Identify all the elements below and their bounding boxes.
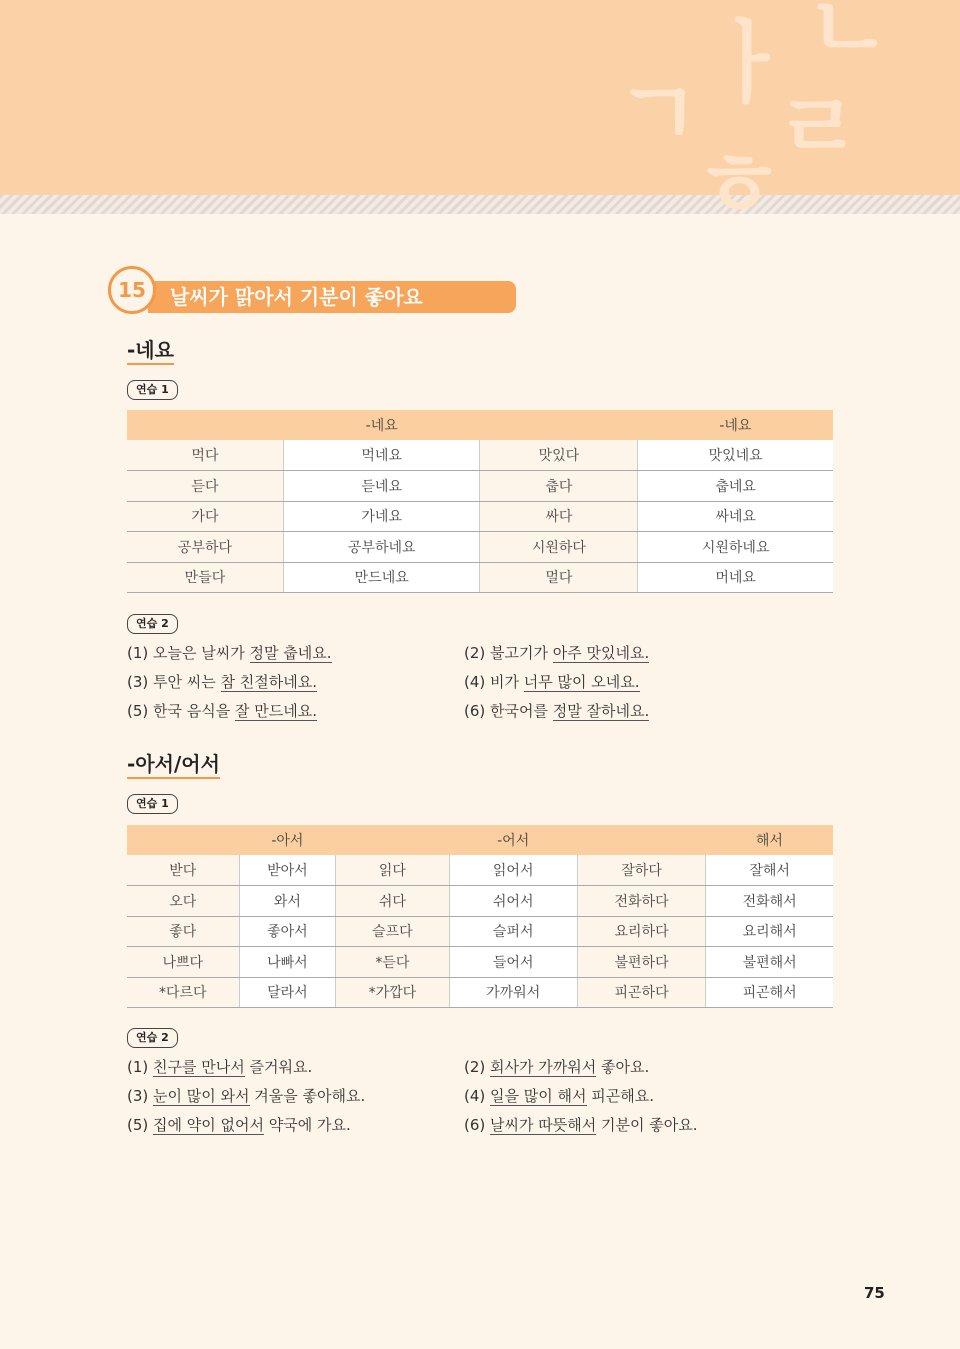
sentence-number: (2) xyxy=(464,1058,486,1076)
column-header: -네요 xyxy=(638,410,833,440)
section-heading: -네요 xyxy=(127,338,174,365)
sentence-text: 투안 씨는 xyxy=(153,673,221,691)
table-cell: 먹다 xyxy=(127,440,283,471)
table-cell: 달라서 xyxy=(239,977,336,1008)
column-header: -네요 xyxy=(283,410,480,440)
deco-letter: ㅏ xyxy=(705,11,792,116)
sentence-number: (4) xyxy=(464,673,486,691)
example-sentence xyxy=(464,700,649,721)
deco-letter: ㄴ xyxy=(805,0,892,81)
sentence-number: (6) xyxy=(464,1116,486,1134)
table-header-row xyxy=(127,410,833,440)
table-cell: 만들다 xyxy=(127,562,283,593)
underlined-answer: 아주 맛있네요. xyxy=(552,644,650,662)
table-row xyxy=(127,471,833,502)
table-cell: *다르다 xyxy=(127,977,239,1008)
sentence-number: (1) xyxy=(127,644,149,662)
sentence-text: 즐거워요. xyxy=(244,1058,313,1076)
underlined-answer: 잘 만드네요. xyxy=(235,702,318,720)
sentence-text: 피곤해요. xyxy=(586,1087,655,1105)
table-cell: 먹네요 xyxy=(283,440,480,471)
underlined-answer: 회사가 가까워서 xyxy=(490,1058,597,1076)
underlined-answer: 날씨가 따뜻해서 xyxy=(490,1116,597,1134)
sentence-number: (5) xyxy=(127,1116,149,1134)
table-row xyxy=(127,855,833,886)
table-cell: 와서 xyxy=(239,886,336,917)
example-sentence xyxy=(464,671,640,692)
page-number: 75 xyxy=(864,1284,885,1302)
practice-label: 연습 1 xyxy=(127,380,178,400)
table-cell: 피곤하다 xyxy=(577,977,705,1008)
answer-table-aseo xyxy=(127,825,833,1008)
table-cell: 요리하다 xyxy=(577,916,705,947)
table-cell: 전화하다 xyxy=(577,886,705,917)
table-cell: 춥다 xyxy=(480,471,638,502)
table-cell: 듣네요 xyxy=(283,471,480,502)
table-cell: 공부하네요 xyxy=(283,532,480,563)
column-header xyxy=(336,825,449,855)
table-cell: 받다 xyxy=(127,855,239,886)
table-cell: 맛있다 xyxy=(480,440,638,471)
sentence-text: 약국에 가요. xyxy=(264,1116,351,1134)
sentence-text: 좋아요. xyxy=(596,1058,650,1076)
table-cell: 좋다 xyxy=(127,916,239,947)
section-heading: -아서/어서 xyxy=(127,752,220,779)
table-row xyxy=(127,501,833,532)
table-cell: 머네요 xyxy=(638,562,833,593)
practice-label: 연습 2 xyxy=(127,1028,178,1048)
table-cell: 요리해서 xyxy=(706,916,833,947)
column-header: 해서 xyxy=(706,825,833,855)
table-cell: 멀다 xyxy=(480,562,638,593)
example-sentence xyxy=(127,1085,365,1106)
table-cell: *듣다 xyxy=(336,947,449,978)
table-cell: 읽어서 xyxy=(449,855,577,886)
sentence-text: 한국어를 xyxy=(490,702,553,720)
underlined-answer: 너무 많이 오네요. xyxy=(523,673,640,691)
table-cell: 쉬다 xyxy=(336,886,449,917)
example-sentence xyxy=(127,700,317,721)
table-cell: 받아서 xyxy=(239,855,336,886)
column-header xyxy=(127,410,283,440)
table-row xyxy=(127,440,833,471)
table-cell: 만드네요 xyxy=(283,562,480,593)
underlined-answer: 눈이 많이 와서 xyxy=(153,1087,250,1105)
table-cell: 가까워서 xyxy=(449,977,577,1008)
table-cell: 전화해서 xyxy=(706,886,833,917)
table-cell: 들어서 xyxy=(449,947,577,978)
table-cell: 공부하다 xyxy=(127,532,283,563)
table-cell: 가네요 xyxy=(283,501,480,532)
table-cell: 나쁘다 xyxy=(127,947,239,978)
table-row xyxy=(127,916,833,947)
table-row xyxy=(127,562,833,593)
table-row xyxy=(127,947,833,978)
table-header-row xyxy=(127,825,833,855)
table-cell: 나빠서 xyxy=(239,947,336,978)
table-cell: 싸다 xyxy=(480,501,638,532)
table-cell: 슬퍼서 xyxy=(449,916,577,947)
column-header: -아서 xyxy=(239,825,336,855)
example-sentence xyxy=(127,642,332,663)
sentence-text: 한국 음식을 xyxy=(153,702,236,720)
practice-label: 연습 1 xyxy=(127,794,178,814)
sentence-number: (2) xyxy=(464,644,486,662)
sentence-number: (6) xyxy=(464,702,486,720)
table-cell: 불편하다 xyxy=(577,947,705,978)
example-sentence xyxy=(127,671,317,692)
table-cell: 가다 xyxy=(127,501,283,532)
table-cell: 춥네요 xyxy=(638,471,833,502)
sentence-number: (5) xyxy=(127,702,149,720)
example-sentence xyxy=(464,1114,697,1135)
underlined-answer: 정말 춥네요. xyxy=(249,644,332,662)
table-cell: 불편해서 xyxy=(706,947,833,978)
deco-letter: ㅎ xyxy=(695,133,782,238)
table-cell: 싸네요 xyxy=(638,501,833,532)
underlined-answer: 정말 잘하네요. xyxy=(552,702,650,720)
table-cell: 맛있네요 xyxy=(638,440,833,471)
table-cell: 오다 xyxy=(127,886,239,917)
example-sentence xyxy=(464,1085,654,1106)
underlined-answer: 친구를 만나서 xyxy=(153,1058,245,1076)
sentence-text: 오늘은 날씨가 xyxy=(153,644,250,662)
table-cell: 시원하네요 xyxy=(638,532,833,563)
column-header xyxy=(480,410,638,440)
example-sentence xyxy=(464,642,649,663)
column-header: -어서 xyxy=(449,825,577,855)
deco-letter: ㄱ xyxy=(615,61,702,166)
sentence-text: 불고기가 xyxy=(490,644,553,662)
table-cell: 읽다 xyxy=(336,855,449,886)
sentence-text: 겨울을 좋아해요. xyxy=(249,1087,366,1105)
lesson-title-text: 날씨가 맑아서 기분이 좋아요 xyxy=(148,281,516,313)
sentence-number: (1) xyxy=(127,1058,149,1076)
table-cell: 쉬어서 xyxy=(449,886,577,917)
table-cell: 좋아서 xyxy=(239,916,336,947)
column-header xyxy=(127,825,239,855)
underlined-answer: 일을 많이 해서 xyxy=(490,1087,587,1105)
underlined-answer: 집에 약이 없어서 xyxy=(153,1116,264,1134)
example-sentence xyxy=(464,1056,649,1077)
sentence-number: (4) xyxy=(464,1087,486,1105)
sentence-text: 비가 xyxy=(490,673,524,691)
table-row xyxy=(127,532,833,563)
example-sentence xyxy=(127,1056,312,1077)
sentence-number: (3) xyxy=(127,1087,149,1105)
answer-table-neyo xyxy=(127,410,833,593)
practice-label: 연습 2 xyxy=(127,614,178,634)
table-row xyxy=(127,886,833,917)
table-cell: 잘해서 xyxy=(706,855,833,886)
sentence-text: 기분이 좋아요. xyxy=(596,1116,698,1134)
lesson-number: 15 xyxy=(108,266,156,314)
column-header xyxy=(577,825,705,855)
table-cell: 잘하다 xyxy=(577,855,705,886)
table-row xyxy=(127,977,833,1008)
table-cell: 듣다 xyxy=(127,471,283,502)
table-cell: *가깝다 xyxy=(336,977,449,1008)
table-cell: 시원하다 xyxy=(480,532,638,563)
sentence-number: (3) xyxy=(127,673,149,691)
deco-letter: ㄹ xyxy=(775,76,862,181)
table-cell: 피곤해서 xyxy=(706,977,833,1008)
example-sentence xyxy=(127,1114,351,1135)
banner-stripe xyxy=(0,195,960,214)
underlined-answer: 참 친절하네요. xyxy=(220,673,318,691)
table-cell: 슬프다 xyxy=(336,916,449,947)
